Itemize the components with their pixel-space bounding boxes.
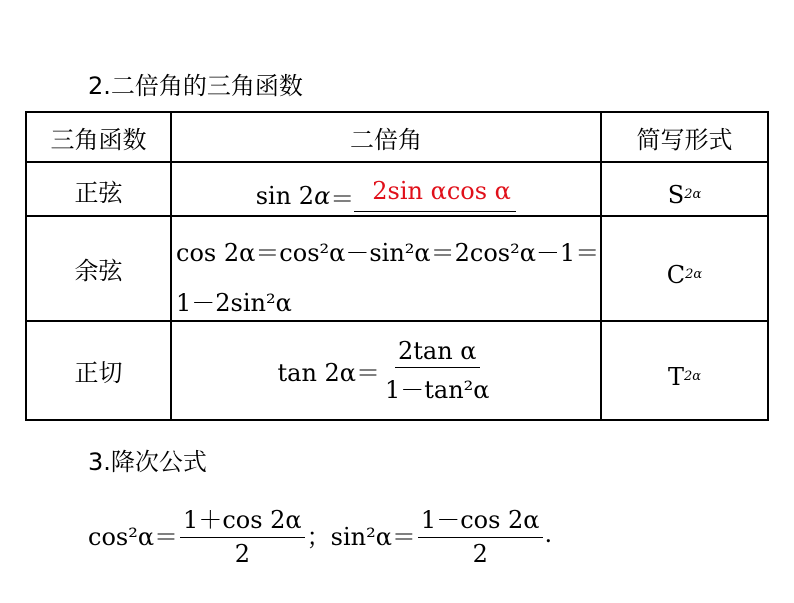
- sin-square-lhs: sin²α＝: [330, 522, 416, 551]
- sin-square-numerator: 1－cos 2α: [418, 500, 543, 538]
- shorthand-tangent: T 2α: [667, 362, 702, 391]
- table-border-bottom: [25, 419, 769, 421]
- header-double-angle: 二倍角: [350, 125, 422, 154]
- shorthand-cosine: C 2α: [666, 260, 703, 289]
- cos-square-numerator: 1＋cos 2α: [180, 500, 305, 538]
- sin-square-fraction: [418, 500, 543, 568]
- row-label-cosine: 余弦: [74, 257, 123, 285]
- power-reduction-formulas: [88, 500, 552, 568]
- shorthand-letter: C: [666, 260, 686, 289]
- shorthand-letter: S: [667, 181, 685, 209]
- sine-formula-prefix: sin 2: [255, 182, 315, 210]
- sine-formula: [172, 163, 600, 215]
- shorthand-sine: S 2α: [667, 181, 702, 209]
- tangent-formula: [172, 322, 600, 419]
- cosine-formula-line2: 1－2sin²α: [176, 289, 292, 317]
- sine-formula-var: α: [314, 182, 331, 210]
- tangent-lhs: tan 2α＝: [277, 359, 380, 387]
- shorthand-letter: T: [667, 362, 684, 391]
- cos-square-fraction: [180, 500, 305, 568]
- double-angle-table: [25, 111, 769, 421]
- cos-square-lhs: cos²α＝: [88, 522, 179, 551]
- tangent-denominator: 1－tan²α: [385, 375, 490, 404]
- tangent-numerator: 2tan α: [395, 337, 480, 368]
- sine-formula-eq: ＝: [330, 184, 355, 213]
- section-title-double-angle: 2.二倍角的三角函数: [88, 72, 303, 100]
- formula-end-period: .: [544, 520, 553, 548]
- cosine-formula-line1: cos 2α＝cos²α－sin²α＝2cos²α－1＝: [176, 239, 600, 267]
- table-border-right: [767, 111, 769, 421]
- row-label-sine: 正弦: [74, 179, 123, 207]
- tangent-fraction: [382, 337, 493, 405]
- section-title-power-reduction: 3.降次公式: [88, 448, 207, 476]
- sin-square-denominator: 2: [472, 540, 488, 568]
- header-shorthand: 简写形式: [636, 125, 733, 154]
- formula-separator: ；: [306, 522, 331, 551]
- header-trig-function: 三角函数: [50, 125, 147, 154]
- answer-blank: [354, 176, 516, 212]
- sine-answer: 2sin αcos α: [372, 176, 511, 205]
- cos-square-denominator: 2: [234, 540, 250, 568]
- row-label-tangent: 正切: [74, 359, 123, 387]
